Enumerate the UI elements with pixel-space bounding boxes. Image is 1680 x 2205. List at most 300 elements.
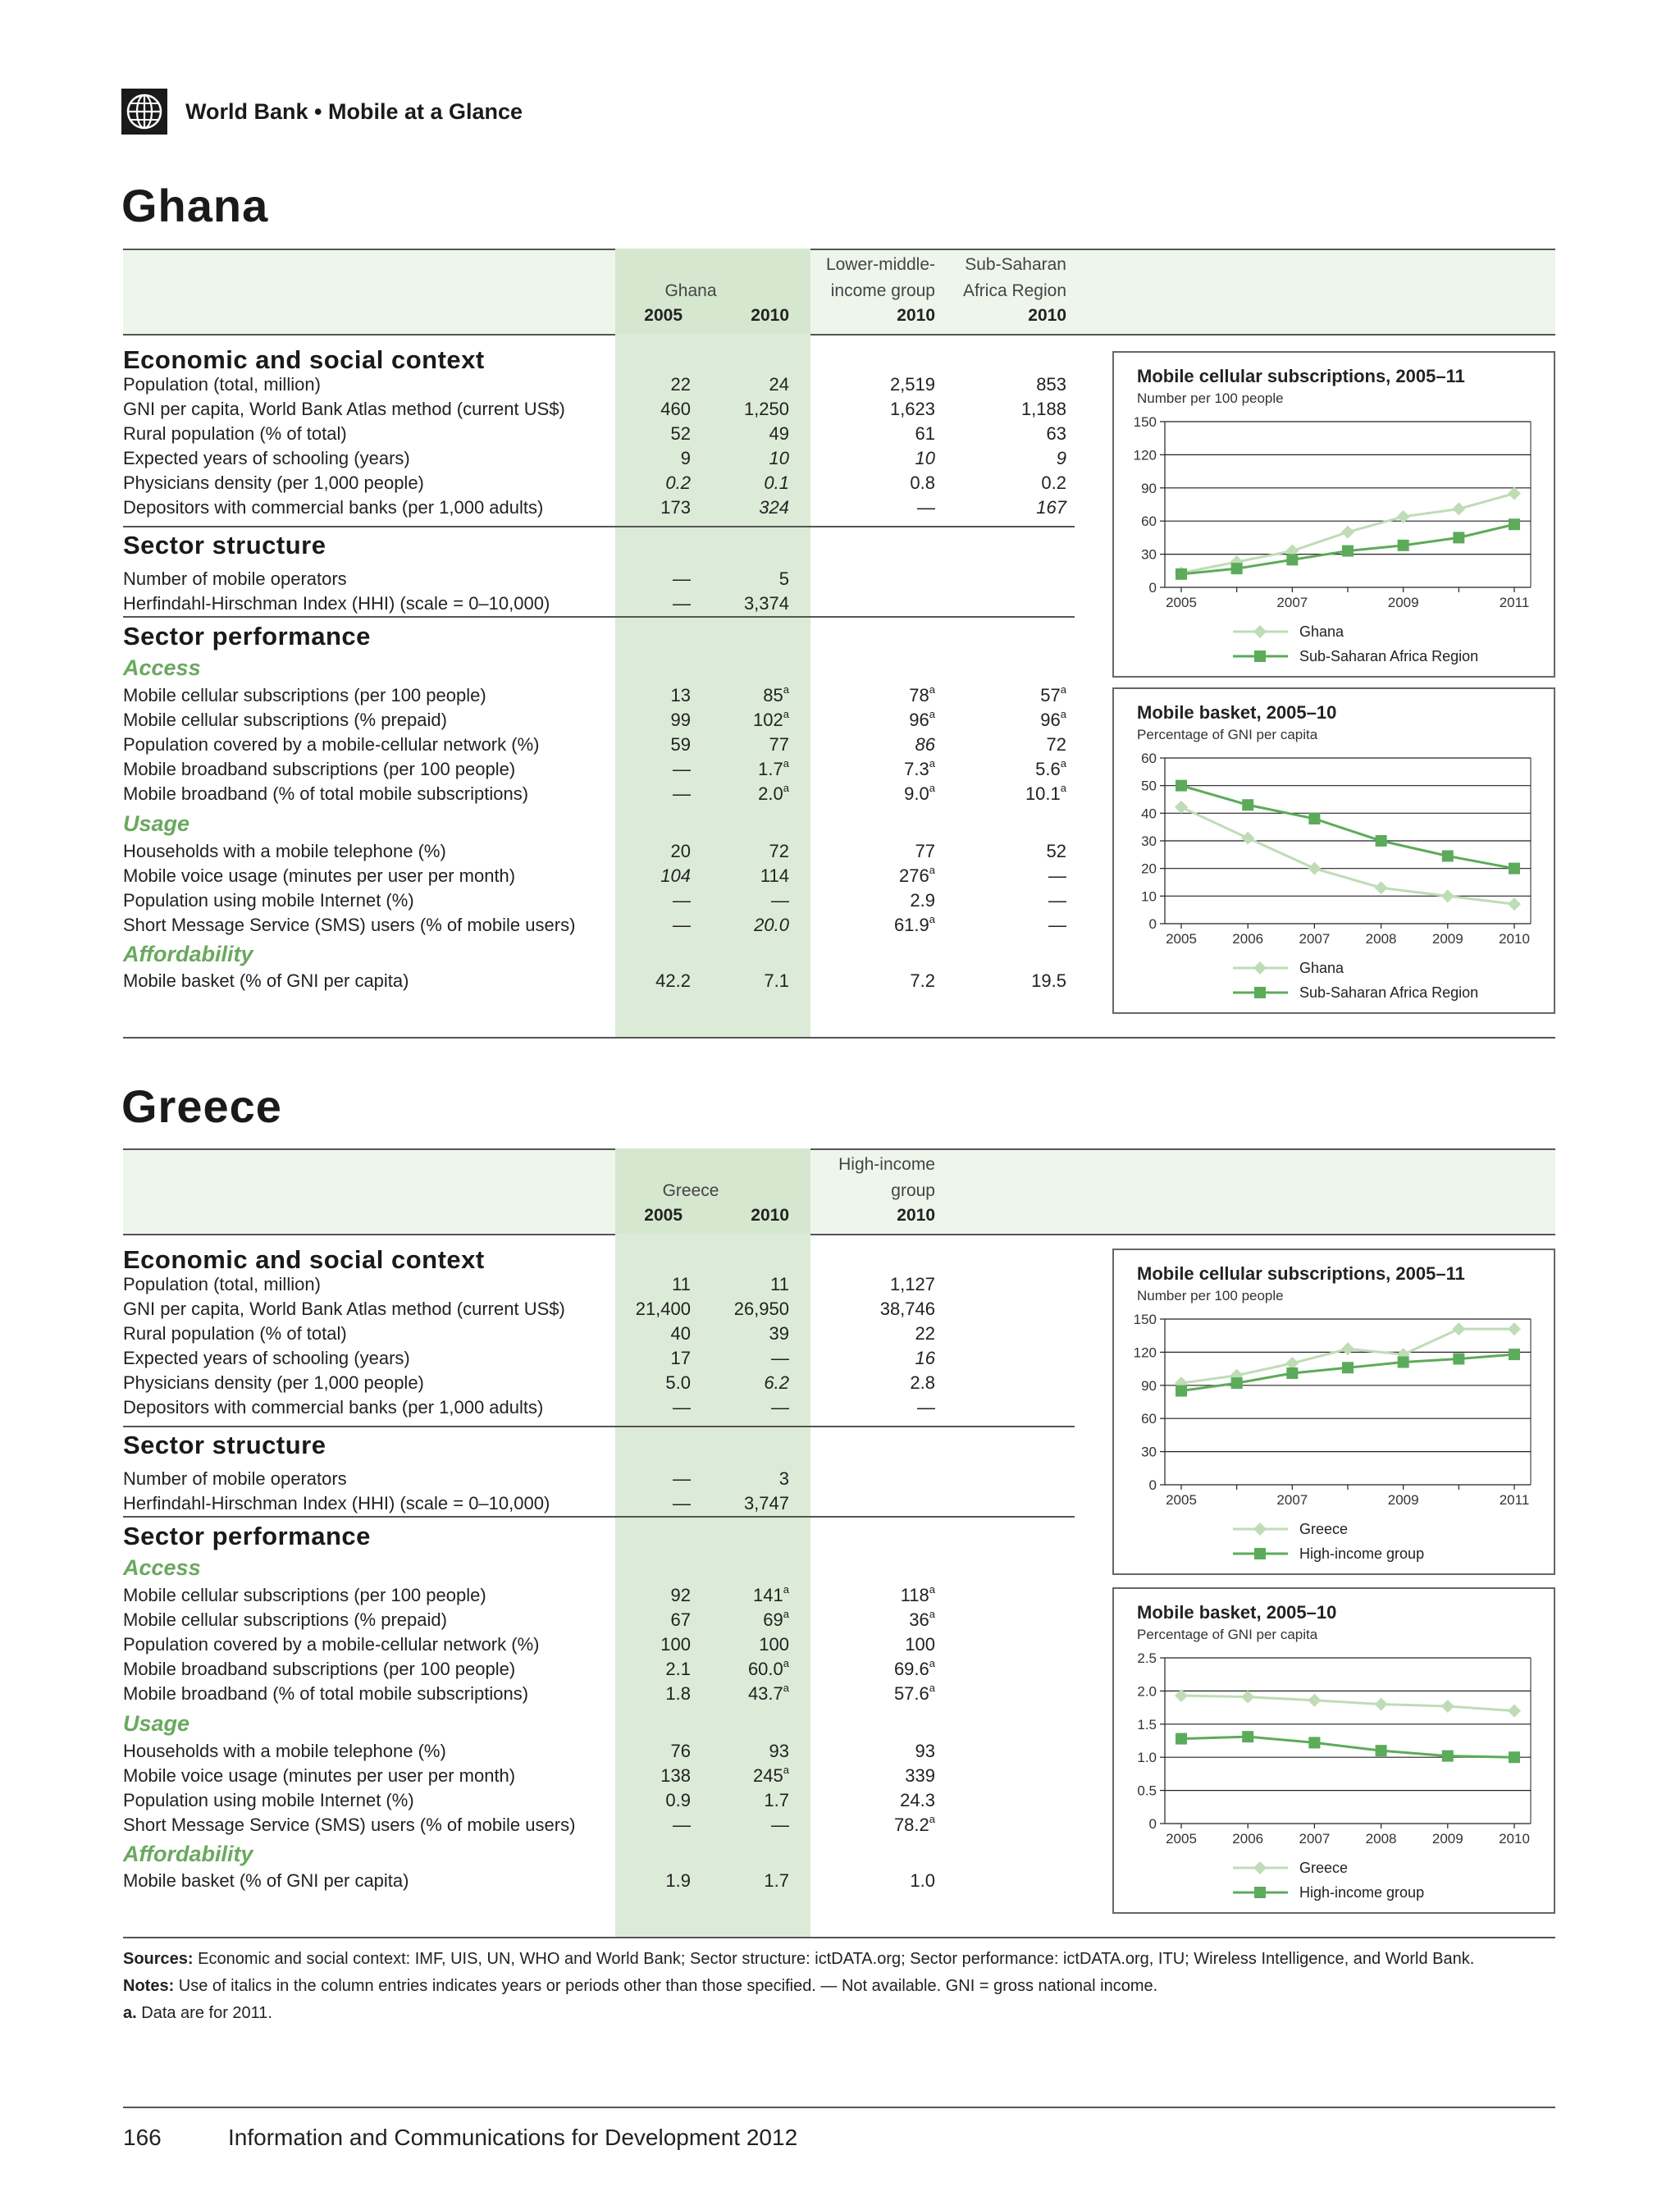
legend-label: Sub-Saharan Africa Region: [1299, 648, 1479, 664]
footnote-marker: a: [783, 782, 789, 794]
cell-value: 5: [778, 568, 789, 589]
legend-marker: [1253, 625, 1267, 638]
sources-label: Sources:: [123, 1950, 194, 1968]
table-cell: [812, 497, 935, 518]
legend-label: Greece: [1299, 1521, 1349, 1537]
cell-value: 11: [672, 1274, 691, 1294]
section-rule: [123, 526, 1075, 527]
table-cell: [812, 865, 935, 887]
x-tick-label: 2009: [1431, 931, 1463, 947]
footnote-marker: a: [783, 1657, 789, 1669]
legend-marker: [1253, 1861, 1267, 1874]
cell-value: 141: [753, 1585, 783, 1605]
x-tick-label: 2005: [1166, 595, 1197, 610]
cell-value: 1,623: [889, 399, 935, 419]
chart-panel: [1112, 1249, 1555, 1575]
footnote-marker: a: [1060, 708, 1066, 720]
chart-title: Mobile cellular subscriptions, 2005–11: [1137, 366, 1465, 386]
chart-subtitle: Number per 100 people: [1137, 390, 1284, 406]
chart-subtitle: Percentage of GNI per capita: [1137, 727, 1318, 742]
table-cell: [666, 841, 789, 862]
column-header-year: 2005: [644, 306, 682, 325]
row-label: Population using mobile Internet (%): [123, 1790, 414, 1810]
book-title: Information and Communications for Development 2012: [228, 2125, 798, 2150]
y-tick-label: 60: [1141, 514, 1157, 530]
data-point: [1308, 1694, 1321, 1707]
section-rule: [123, 1516, 1075, 1518]
country-title: Greece: [121, 1080, 282, 1132]
data-point: [1452, 1322, 1465, 1335]
table-cell: [666, 472, 789, 494]
y-tick-label: 0: [1148, 580, 1157, 596]
page-header: [121, 89, 523, 135]
footnote-marker: a: [929, 1583, 935, 1596]
table-cell: [666, 685, 789, 706]
column-header-group1: income group: [830, 281, 935, 300]
cell-value: 57: [1040, 685, 1061, 705]
subsection-title: Affordability: [123, 1842, 253, 1866]
page-number: 166: [123, 2125, 162, 2150]
data-point: [1176, 1733, 1187, 1745]
cell-value: 0.2: [1041, 472, 1066, 493]
cell-value: 2.0: [758, 783, 783, 804]
table-cell: [812, 710, 935, 731]
table-cell: [812, 1683, 935, 1705]
column-header-group1: High-income: [838, 1155, 935, 1174]
table-cell: [666, 497, 789, 518]
table-cell: [943, 374, 1066, 395]
column-header-group1: Lower-middle-: [825, 255, 935, 274]
data-point: [1286, 1367, 1298, 1379]
x-tick-label: 2010: [1499, 931, 1530, 947]
table-cell: [812, 1659, 935, 1680]
y-tick-label: 2.5: [1137, 1650, 1157, 1666]
y-tick-label: 120: [1133, 447, 1157, 463]
cell-value: 49: [769, 423, 789, 444]
row-label: Physicians density (per 1,000 people): [123, 472, 424, 493]
legend-marker: [1253, 961, 1267, 975]
country-title: Ghana: [121, 180, 269, 231]
section-title: Sector performance: [123, 1522, 371, 1550]
cell-value: —: [673, 568, 691, 589]
cell-value: 72: [1046, 734, 1066, 755]
section-rule: [123, 1426, 1075, 1427]
data-point: [1308, 813, 1320, 824]
publisher-title: World Bank • Mobile at a Glance: [185, 98, 523, 124]
series-line: [1181, 786, 1514, 869]
cell-value: 20.0: [754, 915, 789, 935]
cell-value: 9.0: [904, 783, 929, 804]
cell-value: 86: [915, 734, 935, 755]
legend-label: High-income group: [1299, 1545, 1425, 1562]
data-point: [1176, 1386, 1187, 1397]
table-cell: [666, 1765, 789, 1787]
cell-value: 42.2: [655, 970, 691, 991]
data-point: [1231, 563, 1243, 574]
data-point: [1508, 1705, 1521, 1718]
y-tick-label: 50: [1141, 778, 1157, 794]
table-cell: [666, 1585, 789, 1606]
table-cell: [943, 841, 1066, 862]
y-tick-label: 0: [1148, 1816, 1157, 1832]
row-label: GNI per capita, World Bank Atlas method (current US$): [123, 1299, 565, 1319]
cell-value: 24: [769, 374, 789, 395]
cell-value: 118: [900, 1585, 929, 1605]
data-point: [1376, 1745, 1387, 1756]
world-bank-globe-icon: [121, 89, 167, 135]
chart-subtitle: Number per 100 people: [1137, 1288, 1284, 1303]
table-cell: [812, 1765, 935, 1787]
cell-value: —: [1048, 890, 1066, 911]
x-tick-label: 2007: [1299, 931, 1331, 947]
cell-value: 61: [915, 423, 935, 444]
table-cell: [812, 1609, 935, 1631]
cell-value: 245: [753, 1765, 783, 1786]
footnote-marker: a: [929, 1813, 935, 1825]
table-cell: [812, 399, 935, 420]
table-cell: [666, 399, 789, 420]
cell-value: 3,374: [743, 593, 789, 614]
x-tick-label: 2009: [1387, 1492, 1419, 1508]
footnote-marker: a: [783, 1764, 789, 1776]
data-point: [1509, 863, 1520, 874]
cell-value: 173: [660, 497, 691, 518]
legend-label: Ghana: [1299, 623, 1344, 640]
y-tick-label: 150: [1133, 1312, 1157, 1327]
row-label: Number of mobile operators: [123, 568, 347, 589]
table-cell: [812, 1348, 935, 1369]
cell-value: —: [673, 593, 691, 614]
column-header-year: 2010: [897, 1206, 935, 1225]
cell-value: 85: [763, 685, 783, 705]
cell-value: —: [771, 1348, 789, 1368]
y-tick-label: 0: [1148, 1477, 1157, 1493]
table-cell: [943, 448, 1066, 469]
x-tick-label: 2008: [1365, 931, 1397, 947]
cell-value: —: [917, 1397, 935, 1418]
cell-value: 7.2: [910, 970, 935, 991]
cell-value: 1.7: [764, 1870, 789, 1891]
sources-text: Economic and social context: IMF, UIS, UN, WHO and World Bank; Sector structure: ictDATA.org; Sector performance: ictDATA.org, ITU; Wireless Intelligence, and World Bank.: [198, 1950, 1475, 1968]
cell-value: 36: [909, 1609, 929, 1630]
row-label: Mobile broadband (% of total mobile subscriptions): [123, 783, 529, 804]
cell-value: 104: [660, 865, 691, 886]
data-point: [1508, 897, 1521, 911]
cell-value: 1.0: [910, 1870, 935, 1891]
data-point: [1375, 1698, 1388, 1711]
data-point: [1308, 862, 1321, 875]
table-cell: [943, 423, 1066, 445]
table-cell: [812, 1585, 935, 1606]
chart-svg: [1114, 689, 1554, 1012]
row-label: Population (total, million): [123, 1274, 321, 1294]
cell-value: 69.6: [893, 1659, 929, 1679]
x-tick-label: 2011: [1499, 595, 1530, 610]
section-title: Economic and social context: [123, 1245, 485, 1274]
cell-value: —: [771, 1397, 789, 1418]
row-label: Rural population (% of total): [123, 423, 347, 444]
chart-subtitle: Percentage of GNI per capita: [1137, 1627, 1318, 1642]
cell-value: 100: [905, 1634, 935, 1655]
table-cell: [666, 1493, 789, 1514]
table-cell: [943, 865, 1066, 887]
footnote-marker: a: [783, 1682, 789, 1694]
cell-value: 339: [905, 1765, 935, 1786]
table-cell: [666, 970, 789, 992]
data-point: [1453, 1353, 1464, 1364]
x-tick-label: 2007: [1299, 1831, 1331, 1847]
data-point: [1442, 1751, 1454, 1762]
y-tick-label: 30: [1141, 546, 1157, 563]
data-point: [1342, 546, 1354, 557]
cell-value: 10: [769, 448, 789, 468]
row-label: Mobile broadband subscriptions (per 100 people): [123, 759, 516, 779]
table-cell: [943, 915, 1066, 936]
cell-value: 1.9: [665, 1870, 691, 1891]
cell-value: 52: [670, 423, 691, 444]
table-cell: [666, 1683, 789, 1705]
cell-value: 77: [915, 841, 935, 861]
y-tick-label: 30: [1141, 833, 1157, 849]
cell-value: 5.6: [1035, 759, 1061, 779]
data-point: [1508, 1322, 1521, 1335]
column-header-year: 2010: [751, 1206, 789, 1225]
table-cell: [943, 685, 1066, 706]
cell-value: —: [771, 890, 789, 911]
cell-value: 39: [769, 1323, 789, 1344]
cell-value: 100: [759, 1634, 789, 1655]
footnote-marker: a: [929, 1682, 935, 1694]
data-point: [1509, 518, 1520, 530]
legend-label: Sub-Saharan Africa Region: [1299, 984, 1479, 1001]
table-cell: [666, 710, 789, 731]
x-tick-label: 2009: [1387, 595, 1419, 610]
table-cell: [666, 783, 789, 805]
footnote-a-text: Data are for 2011.: [141, 2004, 272, 2022]
cell-value: 1.7: [764, 1790, 789, 1810]
cell-value: 2,519: [889, 374, 935, 395]
data-point: [1341, 526, 1354, 539]
table-cell: [666, 1397, 789, 1418]
cell-value: 3: [778, 1468, 789, 1489]
table-cell: [666, 734, 789, 756]
cell-value: 167: [1036, 497, 1066, 518]
table-cell: [666, 448, 789, 469]
cell-value: 324: [759, 497, 789, 518]
data-point: [1286, 554, 1298, 565]
cell-value: 7.1: [764, 970, 789, 991]
footnote-marker: a: [929, 913, 935, 925]
table-cell: [666, 1659, 789, 1680]
sources-notes: [123, 1946, 1555, 2027]
x-tick-label: 2011: [1499, 1492, 1530, 1508]
row-label: Population covered by a mobile-cellular network (%): [123, 734, 540, 755]
table-cell: [812, 841, 935, 862]
table-cell: [943, 734, 1066, 756]
cell-value: 60.0: [747, 1659, 783, 1679]
row-label: Population using mobile Internet (%): [123, 890, 414, 911]
cell-value: —: [1048, 865, 1066, 886]
data-point: [1509, 1349, 1520, 1360]
footnote-marker: a: [783, 708, 789, 720]
table-cell: [666, 890, 789, 911]
cell-value: 1,188: [1020, 399, 1066, 419]
cell-value: 43.7: [747, 1683, 783, 1704]
table-cell: [812, 1741, 935, 1762]
cell-value: —: [673, 1815, 691, 1835]
row-label: Short Message Service (SMS) users (% of mobile users): [123, 1815, 576, 1835]
y-tick-label: 60: [1141, 1411, 1157, 1427]
table-cell: [812, 1870, 935, 1892]
cell-value: 61.9: [893, 915, 929, 935]
data-point: [1175, 801, 1188, 814]
cell-value: 72: [769, 841, 789, 861]
x-tick-label: 2010: [1499, 1831, 1530, 1847]
row-label: Mobile broadband subscriptions (per 100 people): [123, 1659, 516, 1679]
table-cell: [666, 1274, 789, 1295]
data-point: [1509, 1751, 1520, 1763]
y-tick-label: 10: [1141, 888, 1157, 905]
x-tick-label: 2005: [1166, 1831, 1197, 1847]
table-cell: [666, 1468, 789, 1490]
cell-value: —: [917, 497, 935, 518]
table-cell: [943, 497, 1066, 518]
footnote-marker: a: [929, 708, 935, 720]
footnote-marker: a: [929, 782, 935, 794]
cell-value: 9: [1056, 448, 1066, 468]
table-cell: [666, 593, 789, 614]
row-label: Short Message Service (SMS) users (% of mobile users): [123, 915, 576, 935]
data-point: [1242, 1731, 1253, 1742]
cell-value: 92: [670, 1585, 691, 1605]
section-title: Sector performance: [123, 622, 371, 651]
table-bottom-rule: [123, 1037, 1555, 1039]
y-tick-label: 150: [1133, 414, 1157, 430]
table-cell: [812, 734, 935, 756]
table-cell: [812, 423, 935, 445]
cell-value: —: [673, 1493, 691, 1513]
cell-value: 16: [915, 1348, 935, 1368]
section-title: Sector structure: [123, 531, 326, 559]
table-cell: [666, 915, 789, 936]
footnote-marker: a: [783, 683, 789, 696]
data-point: [1398, 1357, 1409, 1368]
table-cell: [666, 1634, 789, 1655]
page-footer: [123, 2107, 1555, 2150]
section-rule: [123, 616, 1075, 618]
cell-value: 853: [1036, 374, 1066, 395]
cell-value: 13: [670, 685, 691, 705]
data-point: [1398, 540, 1409, 551]
column-header-year: 2005: [644, 1206, 682, 1225]
legend-label: Ghana: [1299, 960, 1344, 976]
table-cell: [812, 1372, 935, 1394]
cell-value: 6.2: [764, 1372, 789, 1393]
legend-marker: [1254, 1887, 1266, 1898]
table-cell: [943, 783, 1066, 805]
table-cell: [812, 1274, 935, 1295]
y-tick-label: 0.5: [1137, 1783, 1157, 1799]
table-cell: [812, 472, 935, 494]
cell-value: 52: [1046, 841, 1066, 861]
y-tick-label: 90: [1141, 480, 1157, 496]
y-tick-label: 90: [1141, 1377, 1157, 1394]
subsection-title: Usage: [123, 1711, 190, 1736]
data-point: [1375, 881, 1388, 894]
data-point: [1308, 1737, 1320, 1748]
cell-value: 69: [763, 1609, 783, 1630]
table-cell: [812, 1323, 935, 1344]
row-label: Expected years of schooling (years): [123, 448, 410, 468]
row-label: Mobile basket (% of GNI per capita): [123, 1870, 409, 1891]
table-cell: [666, 423, 789, 445]
cell-value: 10.1: [1025, 783, 1061, 804]
row-label: Mobile cellular subscriptions (% prepaid): [123, 1609, 447, 1630]
table-cell: [666, 1609, 789, 1631]
data-point: [1441, 889, 1454, 902]
x-tick-label: 2008: [1365, 1831, 1397, 1847]
row-label: Herfindahl-Hirschman Index (HHI) (scale = 0–10,000): [123, 593, 550, 614]
data-point: [1176, 568, 1187, 580]
footnote-marker: a: [929, 864, 935, 876]
data-point: [1176, 780, 1187, 792]
data-point: [1241, 1691, 1254, 1704]
cell-value: 2.9: [910, 890, 935, 911]
column-header-year: 2010: [897, 306, 935, 325]
cell-value: 59: [670, 734, 691, 755]
cell-value: 67: [670, 1609, 691, 1630]
table-cell: [812, 685, 935, 706]
table-cell: [812, 1815, 935, 1836]
footnote-marker: a: [1060, 757, 1066, 769]
table-cell: [666, 568, 789, 590]
table-cell: [812, 1790, 935, 1811]
cell-value: 96: [909, 710, 929, 730]
row-label: Mobile basket (% of GNI per capita): [123, 970, 409, 991]
chart-title: Mobile basket, 2005–10: [1137, 1602, 1337, 1623]
column-header-country: Ghana: [664, 281, 717, 300]
cell-value: 40: [670, 1323, 691, 1344]
subsection-title: Usage: [123, 811, 190, 836]
row-label: Population covered by a mobile-cellular network (%): [123, 1634, 540, 1655]
y-tick-label: 30: [1141, 1444, 1157, 1460]
cell-value: 1.8: [665, 1683, 691, 1704]
row-label: Households with a mobile telephone (%): [123, 1741, 446, 1761]
data-point: [1452, 502, 1465, 515]
footnote-marker: a: [929, 1608, 935, 1620]
x-tick-label: 2006: [1232, 1831, 1264, 1847]
y-tick-label: 2.0: [1137, 1683, 1157, 1700]
cell-value: —: [673, 890, 691, 911]
x-tick-label: 2007: [1276, 595, 1308, 610]
row-label: Depositors with commercial banks (per 1,000 adults): [123, 1397, 544, 1418]
column-header-group1: group: [891, 1181, 935, 1200]
chart-svg: [1114, 353, 1554, 676]
cell-value: 77: [769, 734, 789, 755]
cell-value: 10: [915, 448, 935, 468]
footnote-marker: a: [1060, 683, 1066, 696]
cell-value: 3,747: [743, 1493, 789, 1513]
table-cell: [943, 759, 1066, 780]
subsection-title: Access: [123, 655, 201, 680]
y-tick-label: 1.5: [1137, 1716, 1157, 1732]
chart-title: Mobile basket, 2005–10: [1137, 702, 1337, 723]
cell-value: —: [673, 783, 691, 804]
x-tick-label: 2009: [1431, 1831, 1463, 1847]
table-cell: [666, 1870, 789, 1892]
cell-value: —: [673, 759, 691, 779]
y-tick-label: 20: [1141, 861, 1157, 877]
